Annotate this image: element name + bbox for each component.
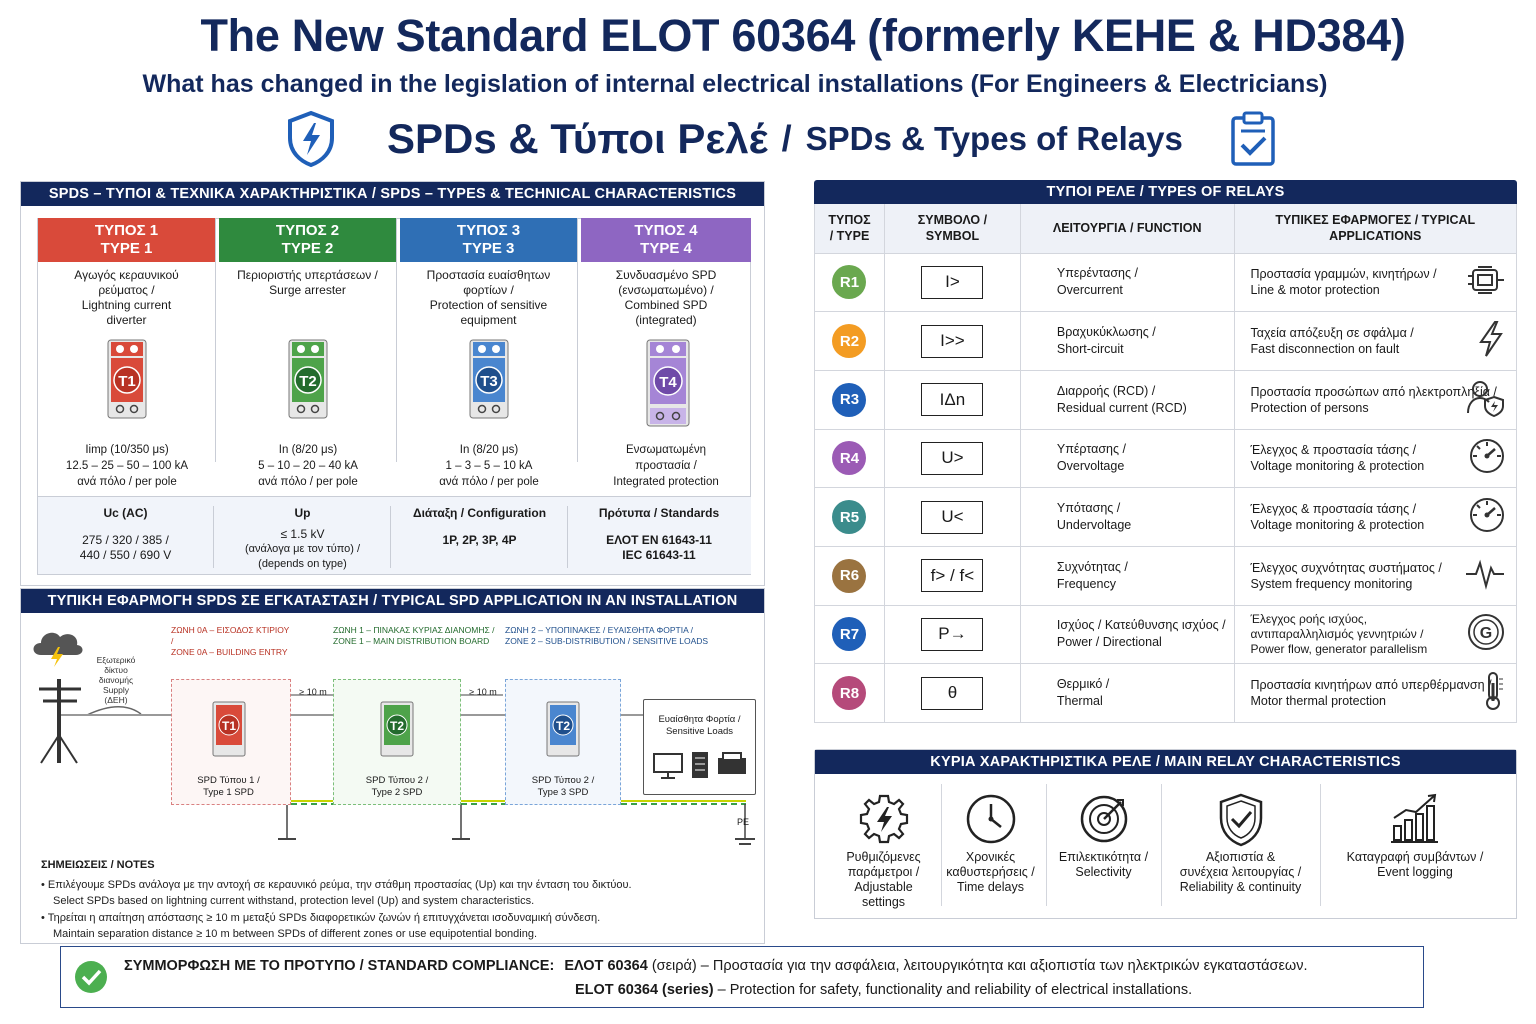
function-line: Διαρροής (RCD) / [1056,383,1156,398]
loads-line: Sensitive Loads [665,726,734,737]
spec-up [215,506,391,568]
relay-type-cell [815,488,885,547]
relay-row [815,253,1517,312]
spd-type-4-en: TYPE 4 [640,240,692,257]
characteristic-line: Καταγραφή συμβάντων / [1346,850,1484,864]
spd-type-1-desc [38,262,215,328]
spec-line: (ανάλογα με τον τύπο) / [244,543,361,555]
relay-symbol: I> [921,266,983,299]
relay-function-cell [1020,546,1234,605]
spec-line: (depends on type) [258,558,347,570]
relay-badge: R6 [832,559,866,593]
note-2-en [41,926,600,942]
person-shield-icon [1466,379,1506,421]
loads-label [644,714,755,738]
spd-label-line: Type 1 SPD [203,787,254,798]
relay-badge: R7 [832,617,866,651]
zone-title-en: ZONE 1 – MAIN DISTRIBUTION BOARD [333,636,490,646]
function-line: Overvoltage [1056,459,1125,474]
compliance-label: ΣΥΜΜΟΡΦΩΣΗ ΜΕ ΤΟ ΠΡΟΤΥΠΟ / STANDARD COMPLIANCE: [124,958,555,974]
function-line: Overcurrent [1056,283,1123,298]
spec-configuration [392,506,568,568]
compliance-line-1 [124,958,1308,974]
spd-t3-small [546,701,580,757]
spd-module-t3 [468,338,510,420]
relay-type-cell [815,605,885,664]
note-1-gr: • Επιλέγουμε SPDs ανάλογα με την αντοχή σε κεραυνικό ρεύμα, την στάθμη προστασίας (Up) και την ένταση του δικτύου. [41,879,632,891]
characteristic-item [1161,784,1321,906]
spd-badge: T2 [555,719,571,733]
relay-type-cell [815,253,885,312]
distance-label-2: ≥ 10 m [469,687,497,697]
relay-badge: R8 [832,676,866,710]
pe-label: PE [737,817,750,827]
characteristic-item [1046,784,1162,906]
relay-badge: R3 [832,383,866,417]
section-heading [285,108,1305,170]
desc-line: Lightning current [81,298,172,312]
application-line: Έλεγχος & προστασία τάσης / [1250,443,1417,458]
spec-line: Iimp (10/350 μs) [85,444,169,456]
relays-header-row [815,204,1517,253]
spec-head: Uc (AC) [103,506,148,520]
relay-function-cell [1020,370,1234,429]
characteristic-line: settings [861,895,906,909]
spec-head: Διάταξη / Configuration [412,506,547,520]
loads-line: Ευαίσθητα Φορτία / [658,714,741,725]
relay-symbol: f> / f< [921,559,983,592]
col-function: ΛΕΙΤΟΥΡΓΙΑ / FUNCTION [1020,204,1234,253]
characteristic-line: Event logging [1377,865,1453,879]
spd-type-4-gr: ΤΥΠΟΣ 4 [634,222,698,239]
relay-row [815,312,1517,371]
spec-line: προστασία / [635,460,697,472]
characteristic-line: Ρυθμιζόμενες [846,850,921,864]
zone-0a-spd-label [171,775,286,799]
supply-line: διανομής [98,675,134,685]
function-line: Θερμικό / [1056,677,1110,692]
spd-application-panel [20,588,765,944]
relay-function-cell [1020,488,1234,547]
spec-line: In (8/20 μs) [459,444,519,456]
function-line: Residual current (RCD) [1056,400,1187,415]
note-text: Select SPDs based on lightning current withstand, protection level (Up) and system characteristics. [53,895,535,907]
spd-type-3-spec [400,442,578,490]
characteristic-line: Time delays [957,880,1024,894]
spec-uc [38,506,214,568]
notes-title: ΣΗΜΕΙΩΣΕΙΣ / NOTES [41,859,155,871]
desc-line: Αγωγός κεραυνικού [74,268,179,282]
desc-line: Συνδυασμένο SPD [615,268,717,282]
relay-function-cell [1020,605,1234,664]
relay-function-cell [1020,664,1234,723]
note-text: Επιλέγουμε SPDs ανάλογα με την αντοχή σε κεραυνικό ρεύμα, την στάθμη προστασίας (Up) και την ένταση του δικτύου. [47,879,632,891]
relay-row [815,664,1517,723]
relay-badge: R2 [832,324,866,358]
spd-types-bar: SPDS – ΤΥΠΟΙ & ΤΕΧΝΙΚΑ ΧΑΡΑΚΤΗΡΙΣΤΙΚΑ / SPDS – TYPES & TECHNICAL CHARACTERISTICS [21,182,764,206]
supply-line: Εξωτερικό [96,655,136,665]
gauge-icon [1468,437,1506,479]
zone-title-gr: ΖΩΝΗ 0Α – ΕΙΣΟΔΟΣ ΚΤΙΡΙΟΥ / [171,625,290,646]
generator-icon [1466,612,1506,656]
spec-head: Up [294,506,311,520]
application-line: Έλεγχος & προστασία τάσης / [1250,502,1417,517]
application-line: Ταχεία απόζευξη σε σφάλμα / [1250,326,1414,341]
relay-symbol-cell [884,546,1020,605]
application-line: Voltage monitoring & protection [1250,518,1425,533]
relay-row [815,605,1517,664]
spec-line: ΕΛΟΤ EN 61643-11 [606,533,712,547]
zone-1 [333,625,503,647]
spec-line: 1 – 3 – 5 – 10 kA [445,460,533,472]
function-line: Συχνότητας / [1056,559,1128,574]
relay-symbol-cell [884,664,1020,723]
clipboard-check-icon [1229,111,1277,167]
spd-module-t1 [106,338,148,420]
characteristic-line: παράμετροι / [847,865,920,879]
spec-line: ανά πόλο / per pole [258,476,358,488]
spd-type-3 [400,218,578,488]
function-line: Power / Directional [1056,635,1162,650]
relay-symbol-cell [884,253,1020,312]
compliance-en-rest: – Protection for safety, functionality and reliability of electrical installations. [717,982,1193,998]
desc-line: Προστασία ευαίσθητων [426,268,551,282]
heading-separator: / [781,118,792,159]
shield-check-icon [1161,784,1320,850]
supply-line: δίκτυο [104,665,128,675]
computer-server-printer-icon [652,748,752,782]
application-line: Protection of persons [1250,400,1369,415]
characteristic-item [826,784,942,909]
desc-line: (ενσωματωμένο) / [618,283,714,297]
spd-type-4 [581,218,751,488]
relay-application-cell [1234,664,1517,723]
relay-function-cell [1020,253,1234,312]
page-subtitle: What has changed in the legislation of internal electrical installations (For Engineers & Electricians) [142,70,1328,98]
spd-type-2 [219,218,397,488]
spec-line: Ενσωματωμένη [625,444,707,456]
relay-symbol: P→ [921,618,983,651]
lightning-icon [1476,320,1506,362]
application-line: Motor thermal protection [1250,694,1386,709]
relay-row [815,546,1517,605]
spd-type-3-desc [400,262,577,328]
col-symbol: ΣΥΜΒΟΛΟ / SYMBOL [884,204,1020,253]
zone-2 [505,625,720,647]
spec-line: Integrated protection [613,476,719,488]
shield-lightning-icon [285,110,337,168]
spd-type-4-header [581,218,751,262]
relay-symbol-cell [884,488,1020,547]
zone-title-en: ZONE 2 – SUB-DISTRIBUTION / SENSITIVE LOADS [505,636,709,646]
spd-type-2-header [219,218,396,262]
spd-badge: T4 [659,374,677,391]
note-2 [41,910,600,942]
relay-symbol-cell [884,429,1020,488]
relay-symbol: IΔn [921,383,983,416]
function-line: Short-circuit [1056,342,1124,357]
application-line: αντιπαραλληλισμός γεννητριών / [1250,626,1424,641]
zone-0a [171,625,291,658]
note-text: Τηρείται η απαίτηση απόστασης ≥ 10 m μεταξύ SPDs διαφορετικών ζωνών ή επιτυγχάνεται ισοδυναμική σύνδεση. [47,912,601,924]
relay-application-cell [1234,488,1517,547]
relay-type-cell [815,312,885,371]
page-title: The New Standard ELOT 60364 (formerly KEHE & HD384) [200,10,1406,61]
motor-icon [1466,263,1506,301]
characteristic-line: Selectivity [1075,865,1132,879]
desc-line: diverter [106,313,147,327]
thermometer-icon [1480,671,1506,715]
relay-symbol-cell [884,312,1020,371]
spec-line: ανά πόλο / per pole [439,476,539,488]
zone-2-spd-label [505,775,621,799]
note-1-en [41,893,632,909]
spd-type-1-en: TYPE 1 [100,240,153,257]
relay-symbol: θ [921,677,983,710]
svg-text:G: G [1479,625,1493,643]
spd-t2-small [380,701,414,757]
spd-module-t4 [645,338,691,428]
sensitive-loads-box [643,699,756,795]
relay-application-cell [1234,546,1517,605]
spec-line: 12.5 – 25 – 50 – 100 kA [65,460,189,472]
check-circle-icon [74,960,108,994]
relay-symbol-cell [884,370,1020,429]
zone-title-en: ZONE 0A – BUILDING ENTRY [171,647,288,657]
relay-application-cell [1234,605,1517,664]
spd-label-line: SPD Τύπου 2 / [365,775,429,786]
relay-application-cell [1234,253,1517,312]
application-line: Προστασία γραμμών, κινητήρων / [1250,267,1437,282]
desc-line: Combined SPD [624,298,708,312]
characteristic-item [935,784,1047,906]
application-line: Voltage monitoring & protection [1250,459,1425,474]
col-type: ΤΥΠΟΣ / TYPE [815,204,885,253]
relay-badge: R5 [832,500,866,534]
waveform-icon [1464,557,1506,595]
relay-type-cell [815,370,885,429]
heading-english: SPDs & Types of Relays [805,120,1183,157]
spd-type-1 [38,218,216,488]
spd-t1-small [212,701,246,757]
relay-application-cell [1234,429,1517,488]
function-line: Thermal [1056,694,1103,709]
spd-types-panel [20,181,765,586]
col-applications: ΤΥΠΙΚΕΣ ΕΦΑΡΜΟΓΕΣ / TYPICAL APPLICATIONS [1234,204,1517,253]
spec-line: 5 – 10 – 20 – 40 kA [258,460,358,472]
function-line: Frequency [1056,576,1116,591]
compliance-gr-rest: (σειρά) – Προστασία για την ασφάλεια, λειτουργικότητα και αξιοπιστία των ηλεκτρικών εγκαταστάσεων. [651,958,1308,974]
spec-head: Πρότυπα / Standards [598,506,720,520]
relay-function-cell [1020,429,1234,488]
function-line: Υπέρτασης / [1056,442,1126,457]
spd-label-line: SPD Τύπου 1 / [197,775,260,786]
spd-badge: T1 [118,373,136,390]
characteristic-line: Χρονικές [965,850,1016,864]
spd-badge: T1 [221,719,237,733]
relay-application-cell [1234,370,1517,429]
desc-line: φορτίων / [463,283,514,297]
compliance-gr-bold: ΕΛΟΤ 60364 [564,958,648,974]
relays-bar: ΤΥΠΟΙ ΡΕΛΕ / TYPES OF RELAYS [814,180,1517,204]
spd-badge: T2 [299,373,317,390]
relay-row [815,488,1517,547]
distance-label-1: ≥ 10 m [299,687,327,697]
note-1 [41,877,632,909]
application-line: Line & motor protection [1250,283,1380,298]
supply-line: Supply (ΔΕΗ) [103,685,129,705]
characteristic-line: Επιλεκτικότητα / [1058,850,1149,864]
function-line: Undervoltage [1056,518,1132,533]
bar-chart-icon [1320,784,1510,850]
compliance-line-2 [575,982,1192,998]
spd-label-line: Type 3 SPD [537,787,589,798]
relay-badge: R4 [832,441,866,475]
relays-table [814,204,1517,723]
spd-type-2-desc [219,262,396,298]
spd-type-3-header [400,218,577,262]
spec-line: ≤ 1.5 kV [280,527,325,541]
gear-lightning-icon [826,784,941,850]
characteristic-line: Reliability & continuity [1179,880,1302,894]
main-characteristics-bar: ΚΥΡΙΑ ΧΑΡΑΚΤΗΡΙΣΤΙΚΑ ΡΕΛΕ / MAIN RELAY CHARACTERISTICS [815,750,1516,774]
compliance-box [60,946,1424,1008]
characteristic-line: συνέχεια λειτουργίας / [1179,865,1302,879]
spd-type-4-spec [581,442,751,490]
spd-type-2-gr: ΤΥΠΟΣ 2 [275,222,340,239]
gauge-icon [1468,496,1506,538]
relay-symbol-cell [884,605,1020,664]
spd-type-1-spec [38,442,216,490]
desc-line: Protection of sensitive [429,298,548,312]
spd-type-2-en: TYPE 2 [281,240,334,257]
spec-line: ανά πόλο / per pole [77,476,177,488]
application-line: Έλεγχος ροής ισχύος, [1250,611,1368,626]
spec-line: In (8/20 μs) [278,444,338,456]
relay-badge: R1 [832,265,866,299]
spd-label-line: Type 2 SPD [371,787,423,798]
application-line: Fast disconnection on fault [1250,342,1400,357]
clock-icon [935,784,1046,850]
spec-line: 440 / 550 / 690 V [79,548,172,562]
function-line: Υπερέντασης / [1056,266,1138,281]
spd-type-2-spec [219,442,397,490]
spd-type-3-en: TYPE 3 [462,240,515,257]
relay-type-cell [815,429,885,488]
spd-type-1-header [38,218,215,262]
note-2-gr: • Τηρείται η απαίτηση απόστασης ≥ 10 m μεταξύ SPDs διαφορετικών ζωνών ή επιτυγχάνεται ισοδυναμική σύνδεση. [41,912,601,924]
desc-line: ρεύματος / [98,283,155,297]
target-icon [1046,784,1161,850]
characteristic-line: Adjustable [854,880,913,894]
application-line: Προστασία κινητήρων από υπερθέρμανση / [1250,678,1492,693]
spec-line: 1P, 2P, 3P, 4P [442,533,517,547]
zone-1-spd-label [333,775,461,799]
function-line: Ισχύος / Κατεύθυνσης ισχύος / [1056,618,1226,633]
characteristic-line: Αξιοπιστία & [1205,850,1276,864]
spd-type-4-desc [581,262,751,328]
spd-application-bar: ΤΥΠΙΚΗ ΕΦΑΡΜΟΓΗ SPDS ΣΕ ΕΓΚΑΤΑΣΤΑΣΗ / TYPICAL SPD APPLICATION IN AN INSTALLATION [21,589,764,613]
spd-badge: T2 [389,719,405,733]
zone-title-gr: ΖΩΝΗ 1 – ΠΙΝΑΚΑΣ ΚΥΡΙΑΣ ΔΙΑΝΟΜΗΣ / [333,625,495,635]
relay-row [815,429,1517,488]
note-text: Maintain separation distance ≥ 10 m between SPDs of different zones or use equipotential bonding. [53,928,538,940]
function-line: Υπότασης / [1056,501,1121,516]
relay-row [815,370,1517,429]
relay-symbol: U< [921,501,983,534]
characteristic-item [1320,784,1510,906]
desc-line: equipment [460,313,517,327]
application-line: Power flow, generator parallelism [1250,641,1428,656]
spec-line: IEC 61643-11 [622,548,696,562]
desc-line: (integrated) [635,313,697,327]
application-line: Προστασία προσώπων από ηλεκτροπληξία / [1250,384,1497,399]
spec-standards [569,506,749,568]
relay-type-cell [815,546,885,605]
spec-line: 275 / 320 / 385 / [82,533,169,547]
relay-application-cell [1234,312,1517,371]
heading-greek: SPDs & Τύποι Ρελέ [387,115,768,162]
function-line: Βραχυκύκλωσης / [1056,325,1156,340]
relay-type-cell [815,664,885,723]
relay-symbol: U> [921,442,983,475]
application-line: System frequency monitoring [1250,576,1413,591]
spd-badge: T3 [480,373,498,390]
spd-label-line: SPD Τύπου 2 / [531,775,595,786]
compliance-en-bold: ELOT 60364 (series) [575,982,714,998]
spd-type-3-gr: ΤΥΠΟΣ 3 [456,222,521,239]
application-line: Έλεγχος συχνότητας συστήματος / [1250,560,1442,575]
characteristic-line: καθυστερήσεις / [946,865,1035,879]
desc-line: Surge arrester [269,283,346,297]
desc-line: Περιοριστής υπερτάσεων / [237,268,378,282]
spd-module-t2 [287,338,329,420]
zone-title-gr: ΖΩΝΗ 2 – ΥΠΟΠΙΝΑΚΕΣ / ΕΥΑΙΣΘΗΤΑ ΦΟΡΤΙΑ / [505,625,694,635]
spd-type-1-gr: ΤΥΠΟΣ 1 [94,222,159,239]
relay-function-cell [1020,312,1234,371]
relay-symbol: I>> [921,325,983,358]
